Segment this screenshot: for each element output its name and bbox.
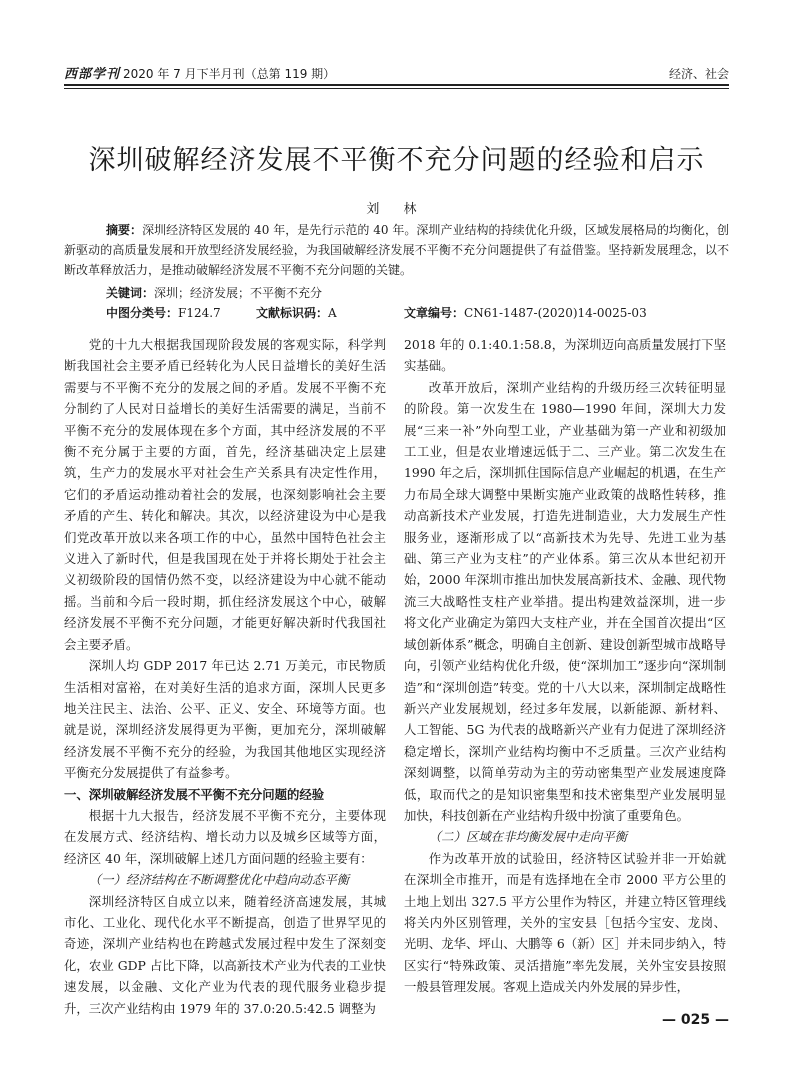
paragraph: 党的十九大根据我国现阶段发展的客观实际，科学判断我国社会主要矛盾已经转化为人民日益增长的美好生活需要与不平衡不充分的发展之间的矛盾。发展不平衡不充分制约了人民对日益增长的美好生活需要的满足，当前不平衡不充分的发展体现在多个方面，其中经济发展的不平衡不充分属于主要的方面，首先，经济基础决定上层建筑，生产力的发展水平对社会生产关系具有决定性作用，它们的矛盾运动推动着社会的发展，也深刻影响社会主要矛盾的产生、转化和解决。其次，以经济建设为中心是我们党改革开放以来各项工作的中心，虽然中国特色社会主义进入了新时代，但是我国现在处于并将长期处于社会主义初级阶段的国情仍然不变，以经济建设为中心就不能动摇。当前和今后一段时期，抓住经济发展这个中心，破解经济发展不平衡不充分问题，才能更好解决新时代我国社会主要矛盾。 [64, 337, 386, 652]
section-heading: 一、深圳破解经济发展不平衡不充分问题的经验 [64, 786, 325, 802]
document-code [256, 304, 337, 322]
keywords [106, 284, 322, 302]
paragraph: 2018 年的 0.1:40.1:58.8，为深圳迈向高质量发展打下坚实基础。 [404, 337, 726, 374]
abstract [64, 220, 729, 280]
paragraph: 深圳人均 GDP 2017 年已达 2.71 万美元，市民物质生活相对富裕，在对美好生活的追求方面，深圳人民更多地关注民主、法治、公平、正义、安全、环境等方面。也就是说，深圳经济发展得更为平衡，更加充分，深圳破解经济发展不平衡不充分的经验，为我国其他地区实现经济平衡充分发展提供了有益参考。 [64, 658, 386, 781]
running-header [64, 62, 729, 82]
abstract-label: 摘要： [106, 223, 143, 237]
article-number [404, 304, 647, 322]
paragraph: 改革开放后，深圳产业结构的升级历经三次转征明显的阶段。第一次发生在 1980—1990 年间，深圳大力发展“三来一补”外向型工业，产业基础为第一产业和初级加工工业，但是农业增速远低于二、三产业。第二次发生在 1990 年之后，深圳抓住国际信息产业崛起的机遇，在生产力布局全球大调整中果断实施产业政策的战略性转移，推动高新技术产业发展，打造先进制造业，大力发展生产性服务业，逐渐形成了以“高新技术为先导、先进工业为基础、第三产业为支柱”的产业体系。第三次从本世纪初开始，2000 年深圳市推出加快发展高新技术、金融、现代物流三大战略性支柱产业举措。提出构建效益深圳，进一步将文化产业确定为第四大支柱产业，并在全国首次提出“区域创新体系”概念，明确自主创新、建设创新型城市战略导向，引领产业结构优化升级，使“深圳加工”逐步向“深圳制造”和“深圳创造”转变。党的十八大以来，深圳制定战略性新兴产业发展规划，经过多年发展，以新能源、新材料、人工智能、5G 为代表的战略新兴产业有力促进了深圳经济稳定增长，深圳产业结构均衡中不乏质量。三次产业结构深刻调整，以简单劳动为主的劳动密集型产业发展速度降低，取而代之的是知识密集型和技术密集型产业发展明显加快，科技创新在产业结构升级中扮演了重要角色。 [404, 379, 726, 823]
article-no-label: 文章编号： [404, 306, 465, 320]
issue-info: 2020 年 7 月下半月刊（总第 119 期） [123, 67, 336, 81]
clc-number [106, 304, 221, 322]
article-no-value: CN61-1487-(2020)14-0025-03 [464, 306, 647, 320]
header-rule-thin [64, 88, 729, 89]
abstract-text: 深圳经济特区发展的 40 年，是先行示范的 40 年。深圳产业结构的持续优化升级，区域发展格局的均衡化，创新驱动的高质量发展和开放型经济发展经验，为我国破解经济发展不平衡不充分问题提供了有益借鉴。坚持新发展理念，以不断改革释放活力，是推动破解经济发展不平衡不充分问题的关键。 [64, 223, 729, 277]
subsection-heading: （一）经济结构在不断调整优化中趋向动态平衡 [88, 872, 349, 888]
left-column [64, 334, 386, 1019]
header-rule [64, 84, 729, 86]
section-label: 经济、社会 [668, 67, 729, 81]
paragraph: 根据十九大报告，经济发展不平衡不充分，主要体现在发展方式、经济结构、增长动力以及城乡区域等方面，经济区 40 年，深圳破解上述几方面问题的经验主要有： [64, 807, 386, 866]
paragraph: 作为改革开放的试验田，经济特区试验并非一开始就在深圳全市推开，而是有选择地在全市 2000 平方公里的土地上划出 327.5 平方公里作为特区，并建立特区管理线将关内外区别管理，关外的宝安县［包括今宝安、龙岗、光明、龙华、坪山、大鹏等 6（新）区］并未同步纳入，特区实行“特殊政策、灵活措施”率先发展，关外宝安县按照一般县管理发展。客观上造成关内外发展的异步性， [404, 850, 726, 995]
clc-value: F124.7 [178, 306, 221, 320]
page-number: — 025 — [662, 1012, 729, 1028]
keywords-text: 深圳；经济发展；不平衡不充分 [154, 286, 323, 300]
clc-label: 中图分类号： [106, 306, 179, 320]
right-column [404, 334, 726, 998]
subsection-heading: （二）区域在非均衡发展中走向平衡 [428, 829, 628, 845]
paragraph: 深圳经济特区自成立以来，随着经济高速发展，其城市化、工业化、现代化水平不断提高，创造了世界罕见的奇迹，深圳产业结构也在跨越式发展过程中发生了深刻变化，农业 GDP 占比下降，以高新技术产业为代表的工业快速发展，以金融、文化产业为代表的现代服务业稳步提升，三次产业结构由 1979 年的 37.0:20.5:42.5 调整为 [64, 893, 386, 1016]
article-author: 刘 林 [366, 202, 427, 217]
article-title: 深圳破解经济发展不平衡不充分问题的经验和启示 [88, 145, 705, 176]
journal-logo: 西部学刊 [64, 67, 121, 82]
keywords-label: 关键词： [106, 286, 155, 300]
doc-code-value: A [328, 306, 337, 320]
doc-code-label: 文献标识码： [256, 306, 329, 320]
header-left [64, 63, 335, 82]
